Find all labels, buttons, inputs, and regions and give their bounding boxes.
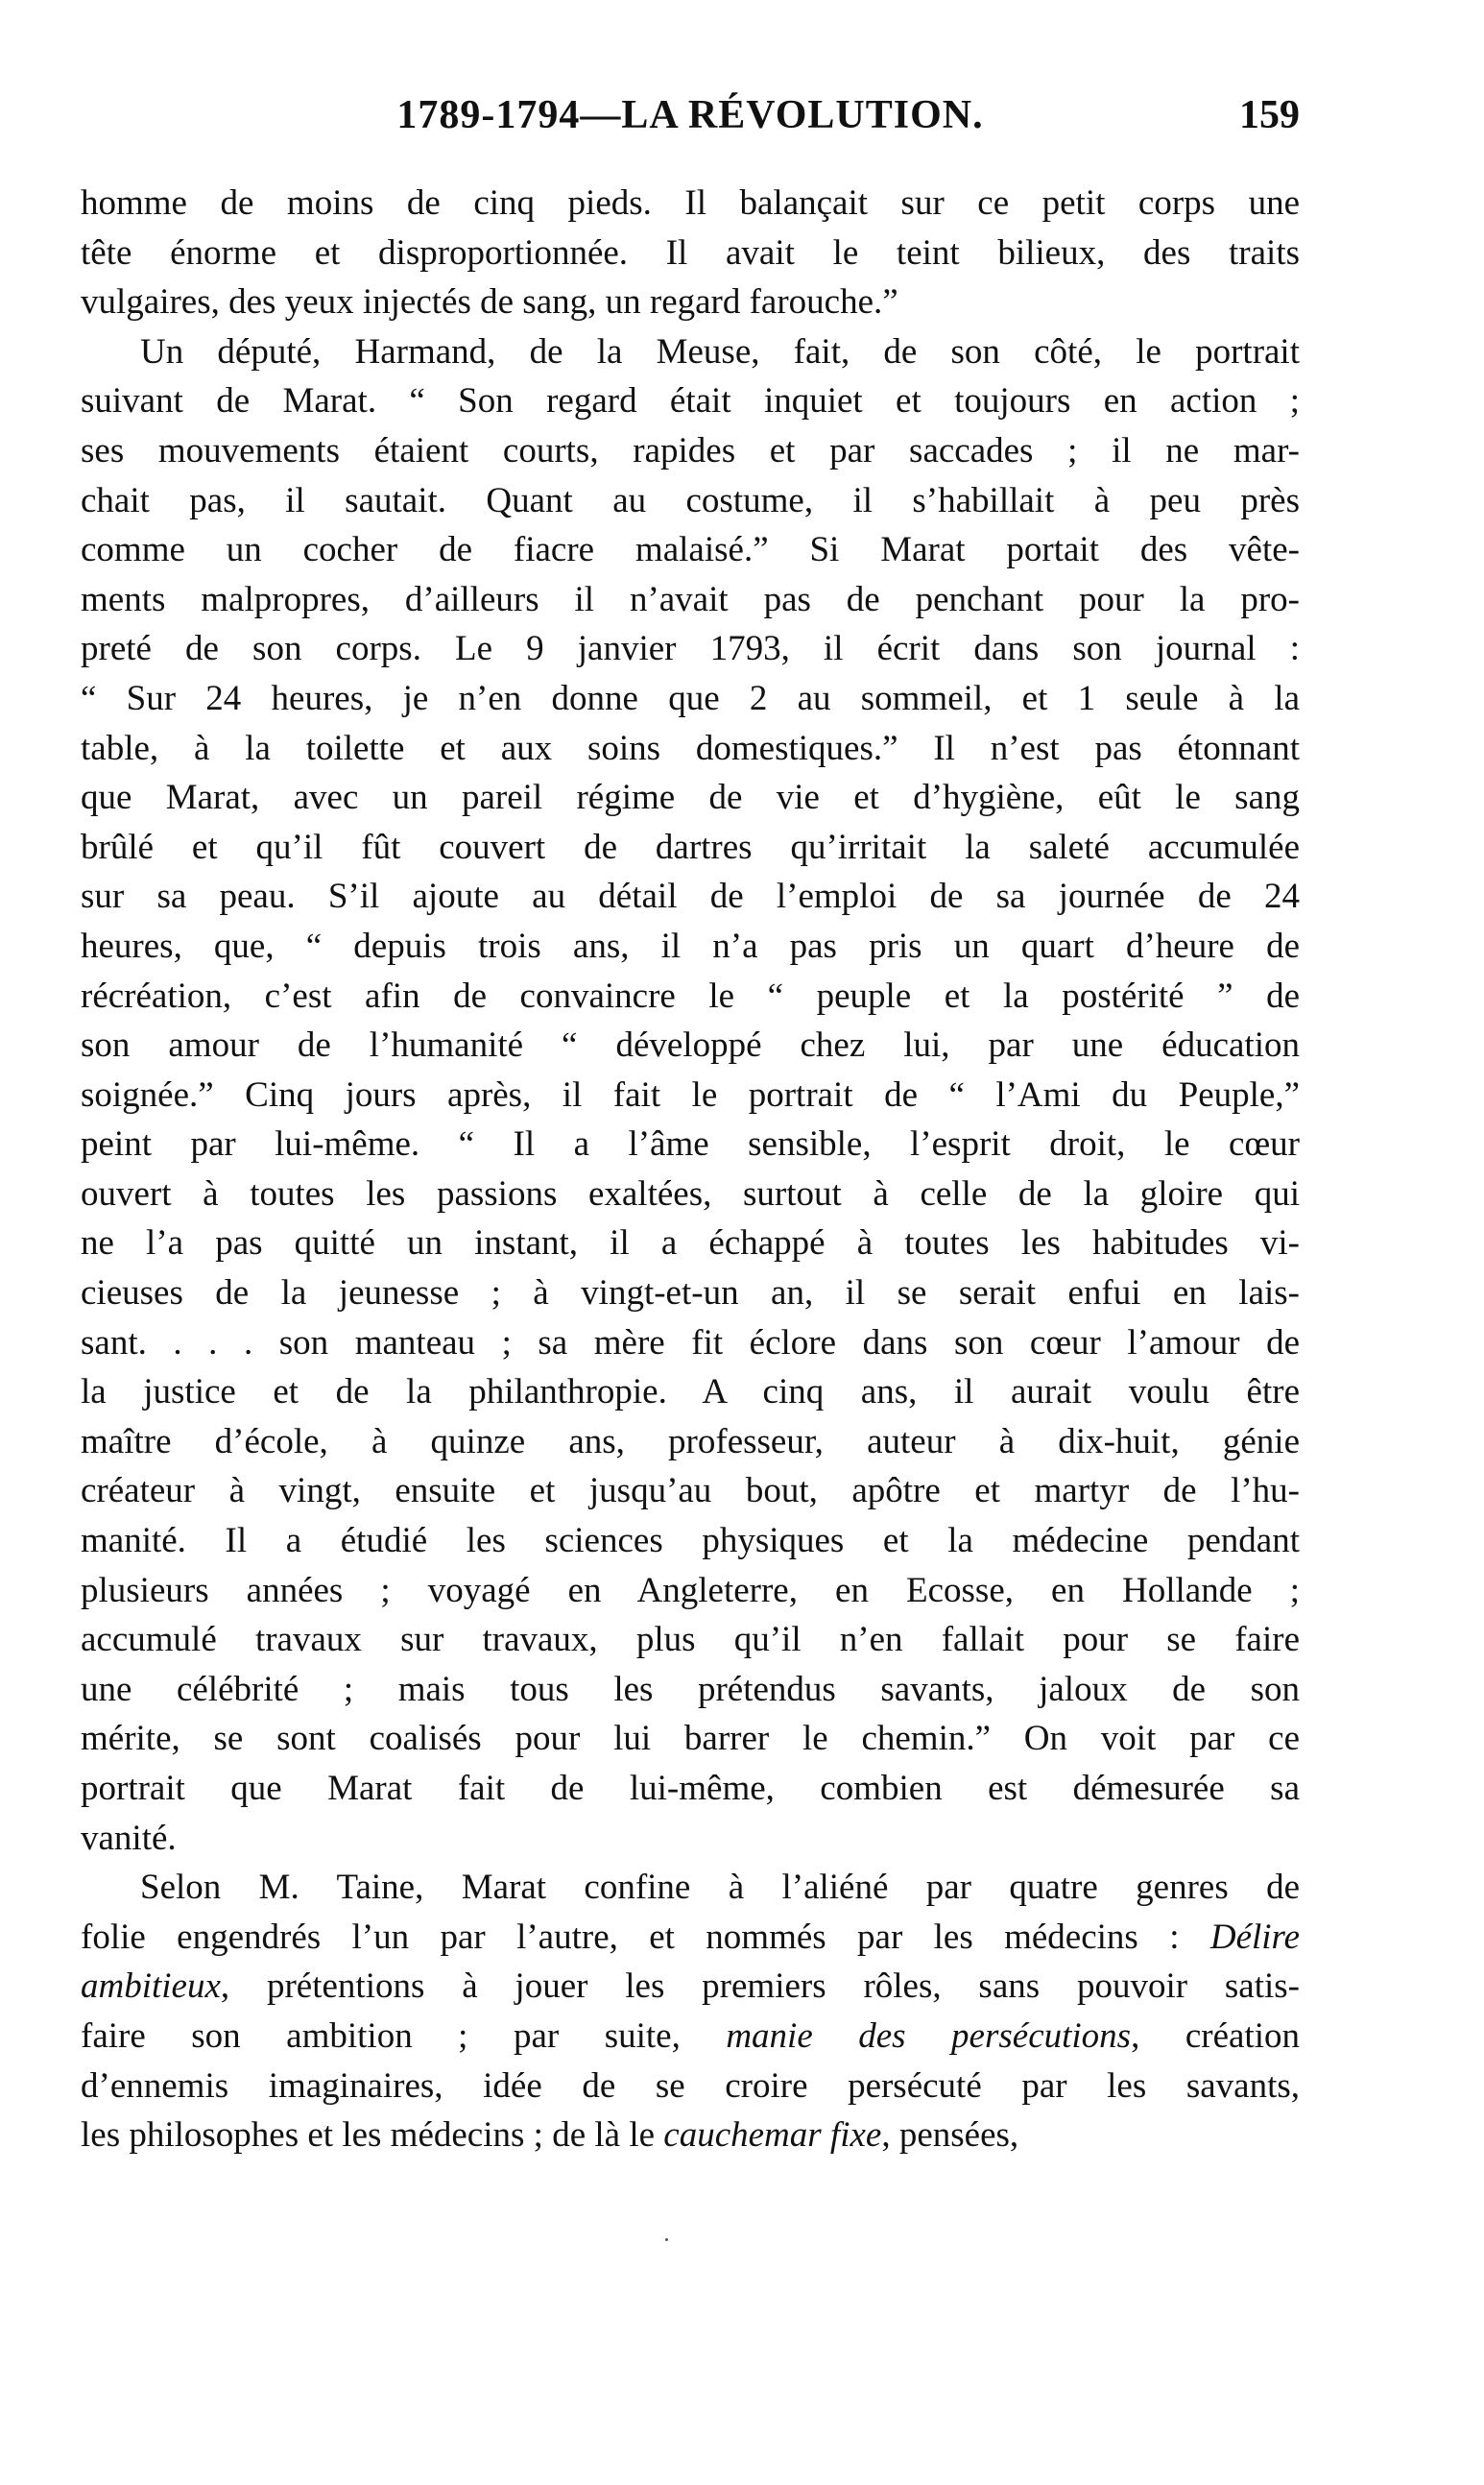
text-line: “ Sur 24 heures, je n’en donne que 2 au sommeil, et 1 seule à la [81, 678, 1300, 718]
running-head [81, 92, 1300, 140]
page-number: 159 [1239, 93, 1300, 137]
text-line: tête énorme et disproportionnée. Il avait le teint bilieux, des traits [81, 232, 1300, 273]
text-line: comme un cocher de fiacre malaisé.” Si Marat portait des vête- [81, 530, 1300, 570]
italic-term: Délire [1209, 1917, 1301, 1957]
text-line [81, 2111, 1300, 2160]
text-line: sant. . . . son manteau ; sa mère fit éclore dans son cœur l’amour de [81, 1322, 1300, 1363]
text-line: Un député, Harmand, de la Meuse, fait, de son côté, le portrait [140, 331, 1300, 372]
text-line: ouvert à toutes les passions exaltées, surtout à celle de la gloire qui [81, 1173, 1300, 1214]
text-segment: , création [1131, 2015, 1300, 2056]
text-segment: , pensées, [881, 2115, 1019, 2156]
italic-term: manie des persécutions [726, 2015, 1132, 2056]
text-line: soignée.” Cinq jours après, il fait le portrait de “ l’Ami du Peuple,” [81, 1074, 1300, 1115]
print-speck [665, 2238, 668, 2241]
text-line: sur sa peau. S’il ajoute au détail de l’emploi de sa journée de 24 [81, 877, 1300, 917]
text-segment: , prétentions à jouer les premiers rôles, sans pouvoir satis- [220, 1966, 1300, 2007]
text-line: maître d’école, à quinze ans, professeur, auteur à dix-huit, génie [81, 1421, 1300, 1461]
text-line: preté de son corps. Le 9 janvier 1793, il écrit dans son journal : [81, 629, 1300, 669]
text-line: que Marat, avec un pareil régime de vie et d’hygiène, eût le sang [81, 778, 1300, 818]
text-line: ments malpropres, d’ailleurs il n’avait pas de penchant pour la pro- [81, 579, 1300, 619]
text-line: vulgaires, des yeux injectés de sang, un regard farouche.” [81, 282, 898, 323]
running-title: 1789-1794—LA RÉVOLUTION. [396, 93, 984, 137]
text-line: suivant de Marat. “ Son regard était inquiet et toujours en action ; [81, 381, 1300, 422]
text-line [81, 1962, 1300, 2012]
text-line: accumulé travaux sur travaux, plus qu’il n’en fallait pour se faire [81, 1620, 1300, 1660]
text-line: d’ennemis imaginaires, idée de se croire persécuté par les savants, [81, 2065, 1300, 2106]
text-line: Selon M. Taine, Marat confine à l’aliéné par quatre genres de [140, 1868, 1300, 1908]
text-line: portrait que Marat fait de lui-même, combien est démesurée sa [81, 1769, 1300, 1808]
body-text [81, 179, 1300, 2160]
text-line [81, 1913, 1300, 1963]
text-line: la justice et de la philanthropie. A cinq ans, il aurait voulu être [81, 1372, 1300, 1412]
text-line: heures, que, “ depuis trois ans, il n’a pas pris un quart d’heure de [81, 926, 1300, 966]
text-line: récréation, c’est afin de convaincre le “ peuple et la postérité ” de [81, 976, 1300, 1016]
text-line: brûlé et qu’il fût couvert de dartres qu’irritait la saleté accumulée [81, 827, 1300, 867]
text-line: son amour de l’humanité “ développé chez lui, par une éducation [81, 1025, 1300, 1066]
text-line: une célébrité ; mais tous les prétendus savants, jaloux de son [81, 1669, 1300, 1709]
text-line: ne l’a pas quitté un instant, il a échappé à toutes les habitudes vi- [81, 1223, 1300, 1264]
italic-term: cauchemar fixe [663, 2115, 882, 2156]
text-line: table, à la toilette et aux soins domestiques.” Il n’est pas étonnant [81, 728, 1300, 768]
text-line: cieuses de la jeunesse ; à vingt-et-un an, il se serait enfui en lais- [81, 1273, 1300, 1314]
text-line: plusieurs années ; voyagé en Angleterre, en Ecosse, en Hollande ; [81, 1570, 1300, 1610]
text-line: manité. Il a étudié les sciences physiques et la médecine pendant [81, 1521, 1300, 1561]
text-line: peint par lui-même. “ Il a l’âme sensible, l’esprit droit, le cœur [81, 1124, 1300, 1165]
text-line: mérite, se sont coalisés pour lui barrer le chemin.” On voit par ce [81, 1719, 1300, 1759]
text-line: créateur à vingt, ensuite et jusqu’au bout, apôtre et martyr de l’hu- [81, 1471, 1300, 1511]
text-line: vanité. [81, 1818, 177, 1858]
text-line: homme de moins de cinq pieds. Il balançait sur ce petit corps une [81, 183, 1300, 223]
text-segment: folie engendrés l’un par l’autre, et nommés par les médecins : [81, 1917, 1180, 1957]
text-segment: les philosophes et les médecins ; de là le [81, 2115, 656, 2156]
text-line [81, 2012, 1300, 2062]
text-line: ses mouvements étaient courts, rapides et par saccades ; il ne mar- [81, 430, 1300, 470]
text-line: chait pas, il sautait. Quant au costume, il s’habillait à peu près [81, 480, 1300, 520]
text-segment: faire son ambition ; par suite, [81, 2015, 681, 2056]
italic-term: ambitieux [81, 1966, 221, 2007]
